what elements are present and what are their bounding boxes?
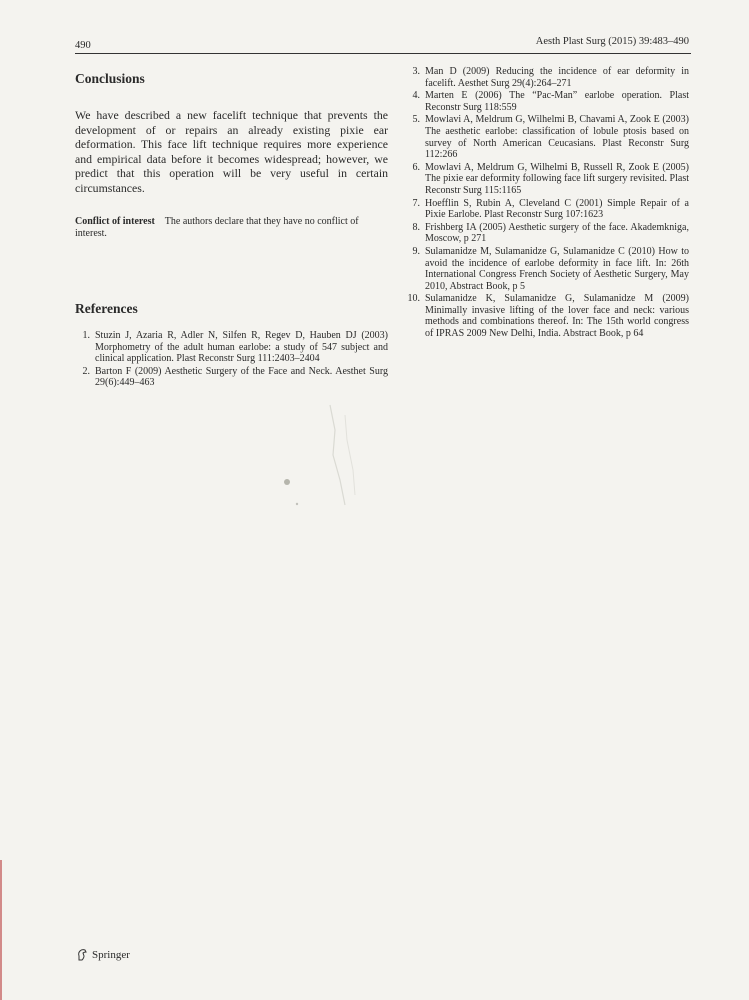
reference-item [405,293,689,339]
reference-text: Mowlavi A, Meldrum G, Wilhelmi B, Russell R, Zook E (2005) The pixie ear deformity following face lift surgery revisited. Plast Reconstr Surg 115:1165 [425,161,689,196]
reference-text: Stuzin J, Azaria R, Adler N, Silfen R, Regev D, Hauben DJ (2003) Morphometry of the adult human earlobe: a study of 547 subject and clinical application. Plast Reconstr Surg 111:2403–2404 [95,330,388,365]
reference-number: 5. [412,114,420,126]
reference-text: Hoefflin S, Rubin A, Cleveland C (2001) Simple Repair of a Pixie Earlobe. Plast Reconstr Surg 107:1623 [425,197,689,221]
reference-number: 10. [407,293,420,305]
conclusions-text: We have described a new facelift technique that prevents the development of or repairs an already existing pixie ear deformation. This face lift technique requires more experience and empirical data before it becomes widespread; however, we predict that this operation will be very useful in certain circumstances. [75,108,388,195]
reference-item [405,198,689,221]
reference-item [75,366,388,389]
reference-text: Mowlavi A, Meldrum G, Wilhelmi B, Chavami A, Zook E (2003) The aesthetic earlobe: classification of lobule ptosis based on survey of North American Ceucasians. Plast Reconstr Surg 112:266 [425,114,689,161]
reference-item [405,162,689,197]
reference-item [405,222,689,245]
reference-number: 2. [82,365,90,377]
reference-text: Sulamanidze K, Sulamanidze G, Sulamanidze M (2009) Minimally invasive lifting of the lover face and neck: various methods and combinations thereof. In: The 15th world congress of IPRAS 2009 New Delhi, India. Abstract Book, p 64 [425,293,689,340]
page-number: 490 [75,40,91,51]
reference-number: 9. [412,245,420,257]
reference-item [405,246,689,292]
references-heading: References [75,301,138,316]
right-column [405,66,689,341]
reference-item [405,90,689,113]
springer-horse-icon [76,948,88,961]
conflict-label: Conflict of interest [75,216,155,227]
reference-text: Barton F (2009) Aesthetic Surgery of the Face and Neck. Aesthet Surg 29(6):449–463 [95,365,388,389]
conflict-of-interest [75,216,388,240]
conclusions-heading: Conclusions [75,71,145,86]
reference-text: Man D (2009) Reducing the incidence of ear deformity in facelift. Aesthet Surg 29(4):264–271 [425,66,689,89]
reference-text: Frishberg IA (2005) Aesthetic surgery of the face. Akademkniga, Moscow, p 271 [425,221,689,245]
header-rule [75,53,691,54]
reference-text: Sulamanidze M, Sulamanidze G, Sulamanidze C (2010) How to avoid the incidence of earlobe deformity in face lift. In: 26th International Congress French Society of Aesthetic Surgery, May 2010, Abstract Book, p 5 [425,245,689,292]
reference-number: 4. [412,90,420,102]
left-column [75,70,388,240]
reference-number: 1. [82,330,90,341]
conflict-text: The authors declare that they have no conflict of interest. [75,216,359,239]
reference-item [405,66,689,89]
running-head: Aesth Plast Surg (2015) 39:483–490 [535,36,689,47]
reference-number: 3. [412,66,420,77]
reference-list-left [75,330,388,390]
reference-text: Marten E (2006) The “Pac-Man” earlobe operation. Plast Reconstr Surg 118:559 [425,90,689,113]
scan-smudge [275,400,385,520]
reference-number: 7. [412,197,420,209]
reference-item [405,114,689,160]
reference-number: 6. [412,161,420,173]
reference-item [75,330,388,365]
publisher-footer [76,948,130,961]
reference-number: 8. [412,221,420,233]
scan-edge-mark [0,860,2,1000]
publisher-name: Springer [92,948,130,961]
